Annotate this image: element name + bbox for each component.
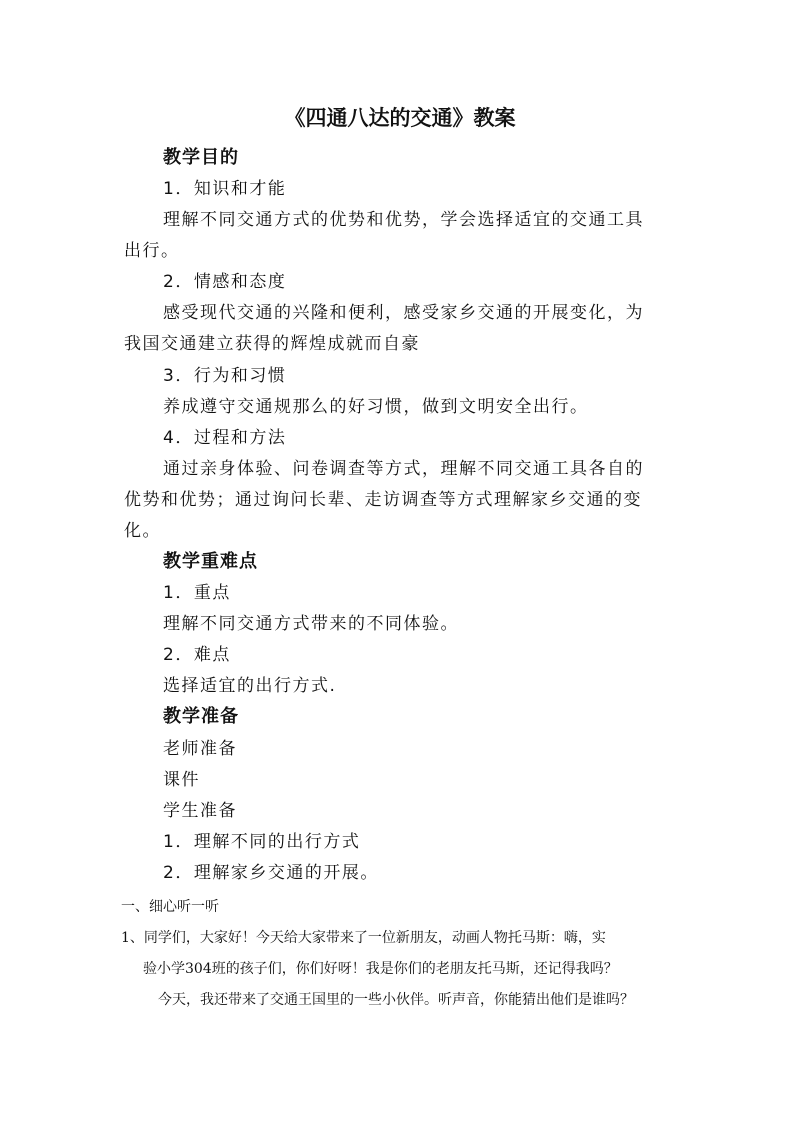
activity-heading: 一、细心听一听 bbox=[121, 899, 219, 915]
subheading-key: 1．重点 bbox=[163, 583, 231, 603]
paragraph-line: 理解不同交通方式带来的不同体验。 bbox=[163, 614, 459, 634]
paragraph-line: 出行。 bbox=[124, 241, 180, 261]
subheading-emotion: 2．情感和态度 bbox=[163, 272, 287, 292]
subheading-student-prep: 学生准备 bbox=[163, 801, 237, 821]
subheading-teacher-prep: 老师准备 bbox=[163, 739, 237, 759]
subheading-knowledge: 1．知识和才能 bbox=[163, 179, 287, 199]
subheading-difficulty: 2．难点 bbox=[163, 645, 231, 665]
document-title: 《四通八达的交通》教案 bbox=[284, 106, 516, 130]
subheading-process: 4．过程和方法 bbox=[163, 428, 287, 448]
paragraph-line: 1、同学们，大家好！今天给大家带来了一位新朋友，动画人物托马斯：嗨，实 bbox=[121, 930, 606, 946]
list-item: 2．理解家乡交通的开展。 bbox=[163, 863, 379, 883]
paragraph-line: 优势和优势；通过询问长辈、走访调查等方式理解家乡交通的变 bbox=[124, 490, 642, 510]
section-heading-objectives: 教学目的 bbox=[163, 147, 239, 168]
subheading-behavior: 3．行为和习惯 bbox=[163, 366, 287, 386]
paragraph-line: 今天，我还带来了交通王国里的一些小伙伴。听声音，你能猜出他们是谁吗？ bbox=[158, 992, 634, 1008]
paragraph-line: 我国交通建立获得的辉煌成就而自豪 bbox=[124, 334, 420, 354]
paragraph-line: 验小学304班的孩子们，你们好呀！我是你们的老朋友托马斯，还记得我吗？ bbox=[143, 961, 618, 977]
paragraph-line: 化。 bbox=[124, 521, 161, 541]
paragraph-line: 理解不同交通方式的优势和优势，学会选择适宜的交通工具 bbox=[163, 210, 644, 230]
paragraph-line: 感受现代交通的兴隆和便利，感受家乡交通的开展变化，为 bbox=[163, 303, 644, 323]
paragraph-line: 通过亲身体验、问卷调查等方式，理解不同交通工具各自的 bbox=[163, 459, 644, 479]
section-heading-key-points: 教学重难点 bbox=[163, 551, 258, 572]
list-item: 1．理解不同的出行方式 bbox=[163, 832, 361, 852]
paragraph-line: 课件 bbox=[163, 770, 200, 790]
paragraph-line: 选择适宜的出行方式. bbox=[163, 676, 337, 696]
paragraph-line: 养成遵守交通规那么的好习惯，做到文明安全出行。 bbox=[163, 397, 589, 417]
section-heading-preparation: 教学准备 bbox=[163, 706, 239, 727]
